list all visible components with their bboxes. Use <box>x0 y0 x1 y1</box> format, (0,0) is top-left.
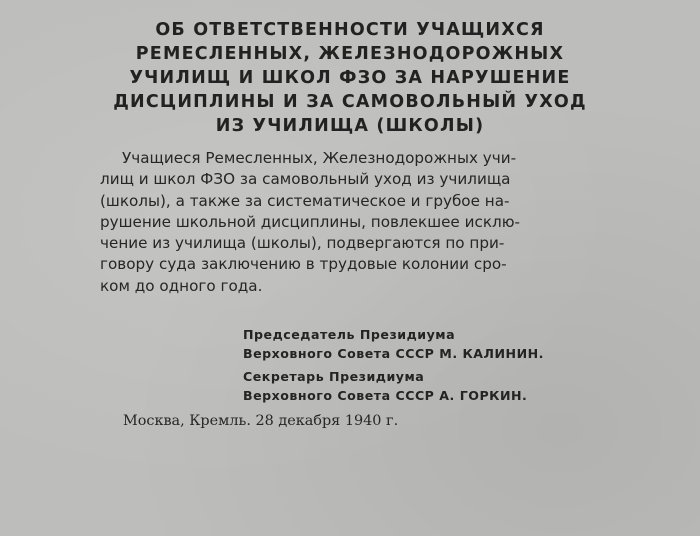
place-date: Москва, Кремль. 28 декабря 1940 г. <box>123 413 399 430</box>
document-title <box>70 18 630 138</box>
paragraph-line: ком до одного года. <box>100 276 263 295</box>
title-line: ИЗ УЧИЛИЩА (ШКОЛЫ) <box>215 116 485 136</box>
paragraph-line: говору суда заключению в трудовые колонии сро- <box>100 255 507 274</box>
title-line: РЕМЕСЛЕННЫХ, ЖЕЛЕЗНОДОРОЖНЫХ <box>135 44 565 64</box>
paragraph-line: Учащиеся Ремесленных, Железнодорожных учи- <box>122 149 517 167</box>
signature-role: Секретарь Президиума <box>243 369 425 385</box>
paragraph-line: (школы), а также за систематическое и грубое на- <box>100 191 510 210</box>
signature-name: Верховного Совета СССР А. ГОРКИН. <box>243 388 528 404</box>
paragraph-line: лищ и школ ФЗО за самовольный уход из училища <box>100 170 511 189</box>
signatures-block <box>0 325 700 405</box>
title-line: ДИСЦИПЛИНЫ И ЗА САМОВОЛЬНЫЙ УХОД <box>113 92 587 112</box>
signature-chairman <box>243 325 700 363</box>
paragraph-line: чение из училища (школы), подвергаются по при- <box>100 234 505 253</box>
signature-role: Председатель Президиума <box>243 327 456 343</box>
signature-secretary <box>243 367 700 405</box>
decree-paragraph <box>0 148 620 297</box>
paragraph-line: рушение школьной дисциплины, повлекшее исклю- <box>100 212 520 231</box>
title-line: ОБ ОТВЕТСТВЕННОСТИ УЧАЩИХСЯ <box>155 20 545 40</box>
title-line: УЧИЛИЩ И ШКОЛ ФЗО ЗА НАРУШЕНИЕ <box>129 68 571 88</box>
signature-name: Верховного Совета СССР М. КАЛИНИН. <box>243 346 544 362</box>
